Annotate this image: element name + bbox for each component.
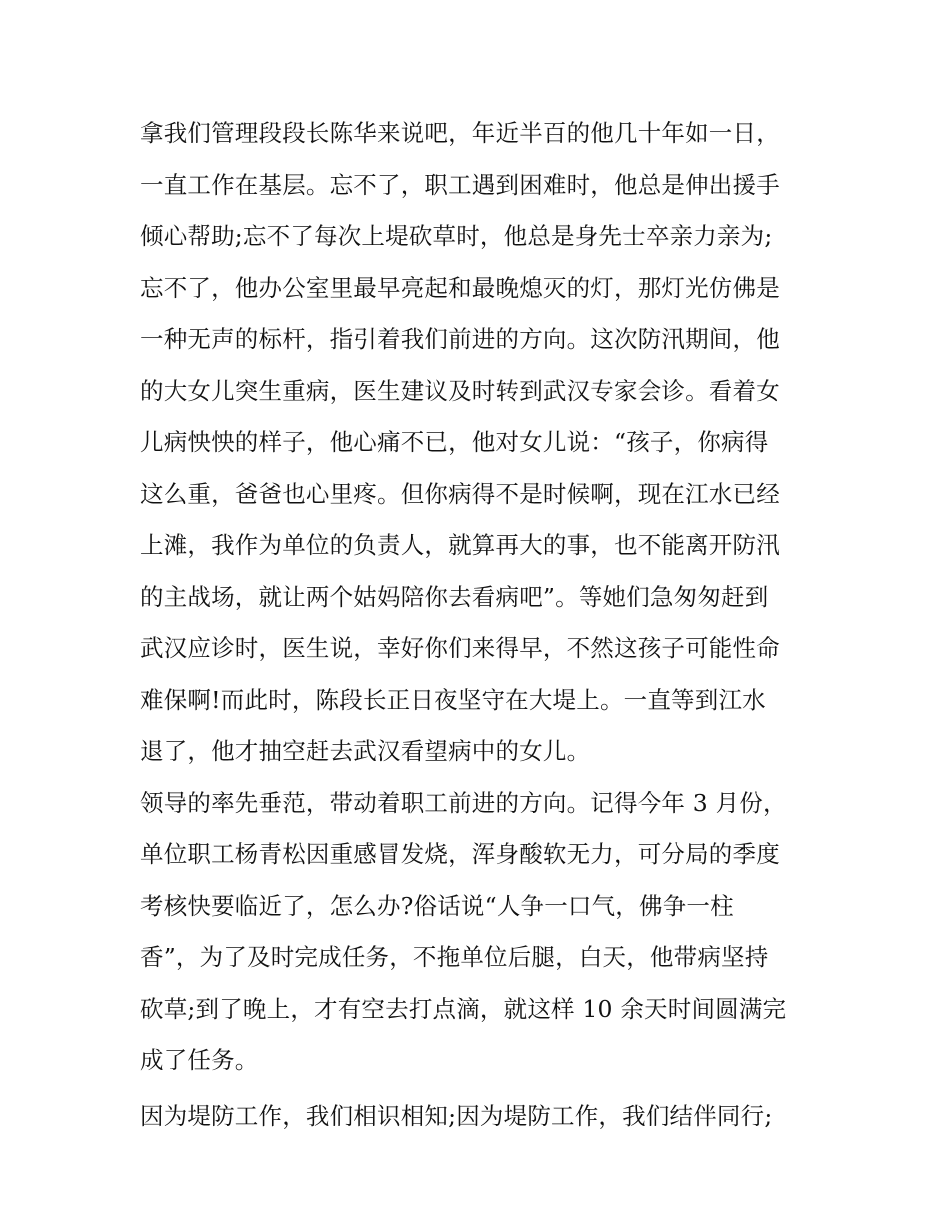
text-line: 单位职工杨青松因重感冒发烧，浑身酸软无力，可分局的季度 xyxy=(140,840,780,868)
paragraph-3 xyxy=(140,1091,820,1143)
paragraph-2 xyxy=(140,778,820,1087)
text-line: 退了，他才抽空赶去武汉看望病中的女儿。 xyxy=(140,737,591,765)
text-line: 砍草;到了晚上，才有空去打点滴，就这样 10 余天时间圆满完 xyxy=(140,994,787,1023)
text-line: 一种无声的标杆，指引着我们前进的方向。这次防汛期间，他 xyxy=(140,325,780,353)
text-line: 上滩，我作为单位的负责人，就算再大的事，也不能离开防汛 xyxy=(140,531,780,559)
document-body xyxy=(140,108,820,1142)
text-line: 一直工作在基层。忘不了，职工遇到困难时，他总是伸出援手 xyxy=(140,170,780,199)
text-line: 领导的率先垂范，带动着职工前进的方向。记得今年 3 月份， xyxy=(140,788,787,817)
text-line: 武汉应诊时，医生说，幸好你们来得早，不然这孩子可能性命 xyxy=(140,634,780,662)
text-line: 儿病怏怏的样子，他心痛不已，他对女儿说：“孩子，你病得 xyxy=(140,428,769,456)
text-line: 的主战场，就让两个姑妈陪你去看病吧”。等她们急匆匆赶到 xyxy=(140,582,769,611)
text-line: 难保啊!而此时，陈段长正日夜坚守在大堤上。一直等到江水 xyxy=(140,685,766,714)
paragraph-1 xyxy=(140,108,820,778)
text-line: 忘不了，他办公室里最早亮起和最晚熄灭的灯，那灯光仿佛是 xyxy=(140,273,780,302)
text-line: 拿我们管理段段长陈华来说吧，年近半百的他几十年如一日， xyxy=(140,119,780,147)
text-line: 成了任务。 xyxy=(140,1046,259,1074)
text-line: 因为堤防工作，我们相识相知;因为堤防工作，我们结伴同行; xyxy=(140,1101,773,1130)
text-line: 考核快要临近了，怎么办?俗话说“人争一口气，佛争一柱 xyxy=(140,891,734,920)
text-line: 香”，为了及时完成任务，不拖单位后腿，白天，他带病坚持 xyxy=(140,943,769,971)
text-line: 的大女儿突生重病，医生建议及时转到武汉专家会诊。看着女 xyxy=(140,376,780,405)
text-line: 倾心帮助;忘不了每次上堤砍草时，他总是身先士卒亲力亲为; xyxy=(140,222,773,250)
text-line: 这么重，爸爸也心里疼。但你病得不是时候啊，现在江水已经 xyxy=(140,479,780,508)
